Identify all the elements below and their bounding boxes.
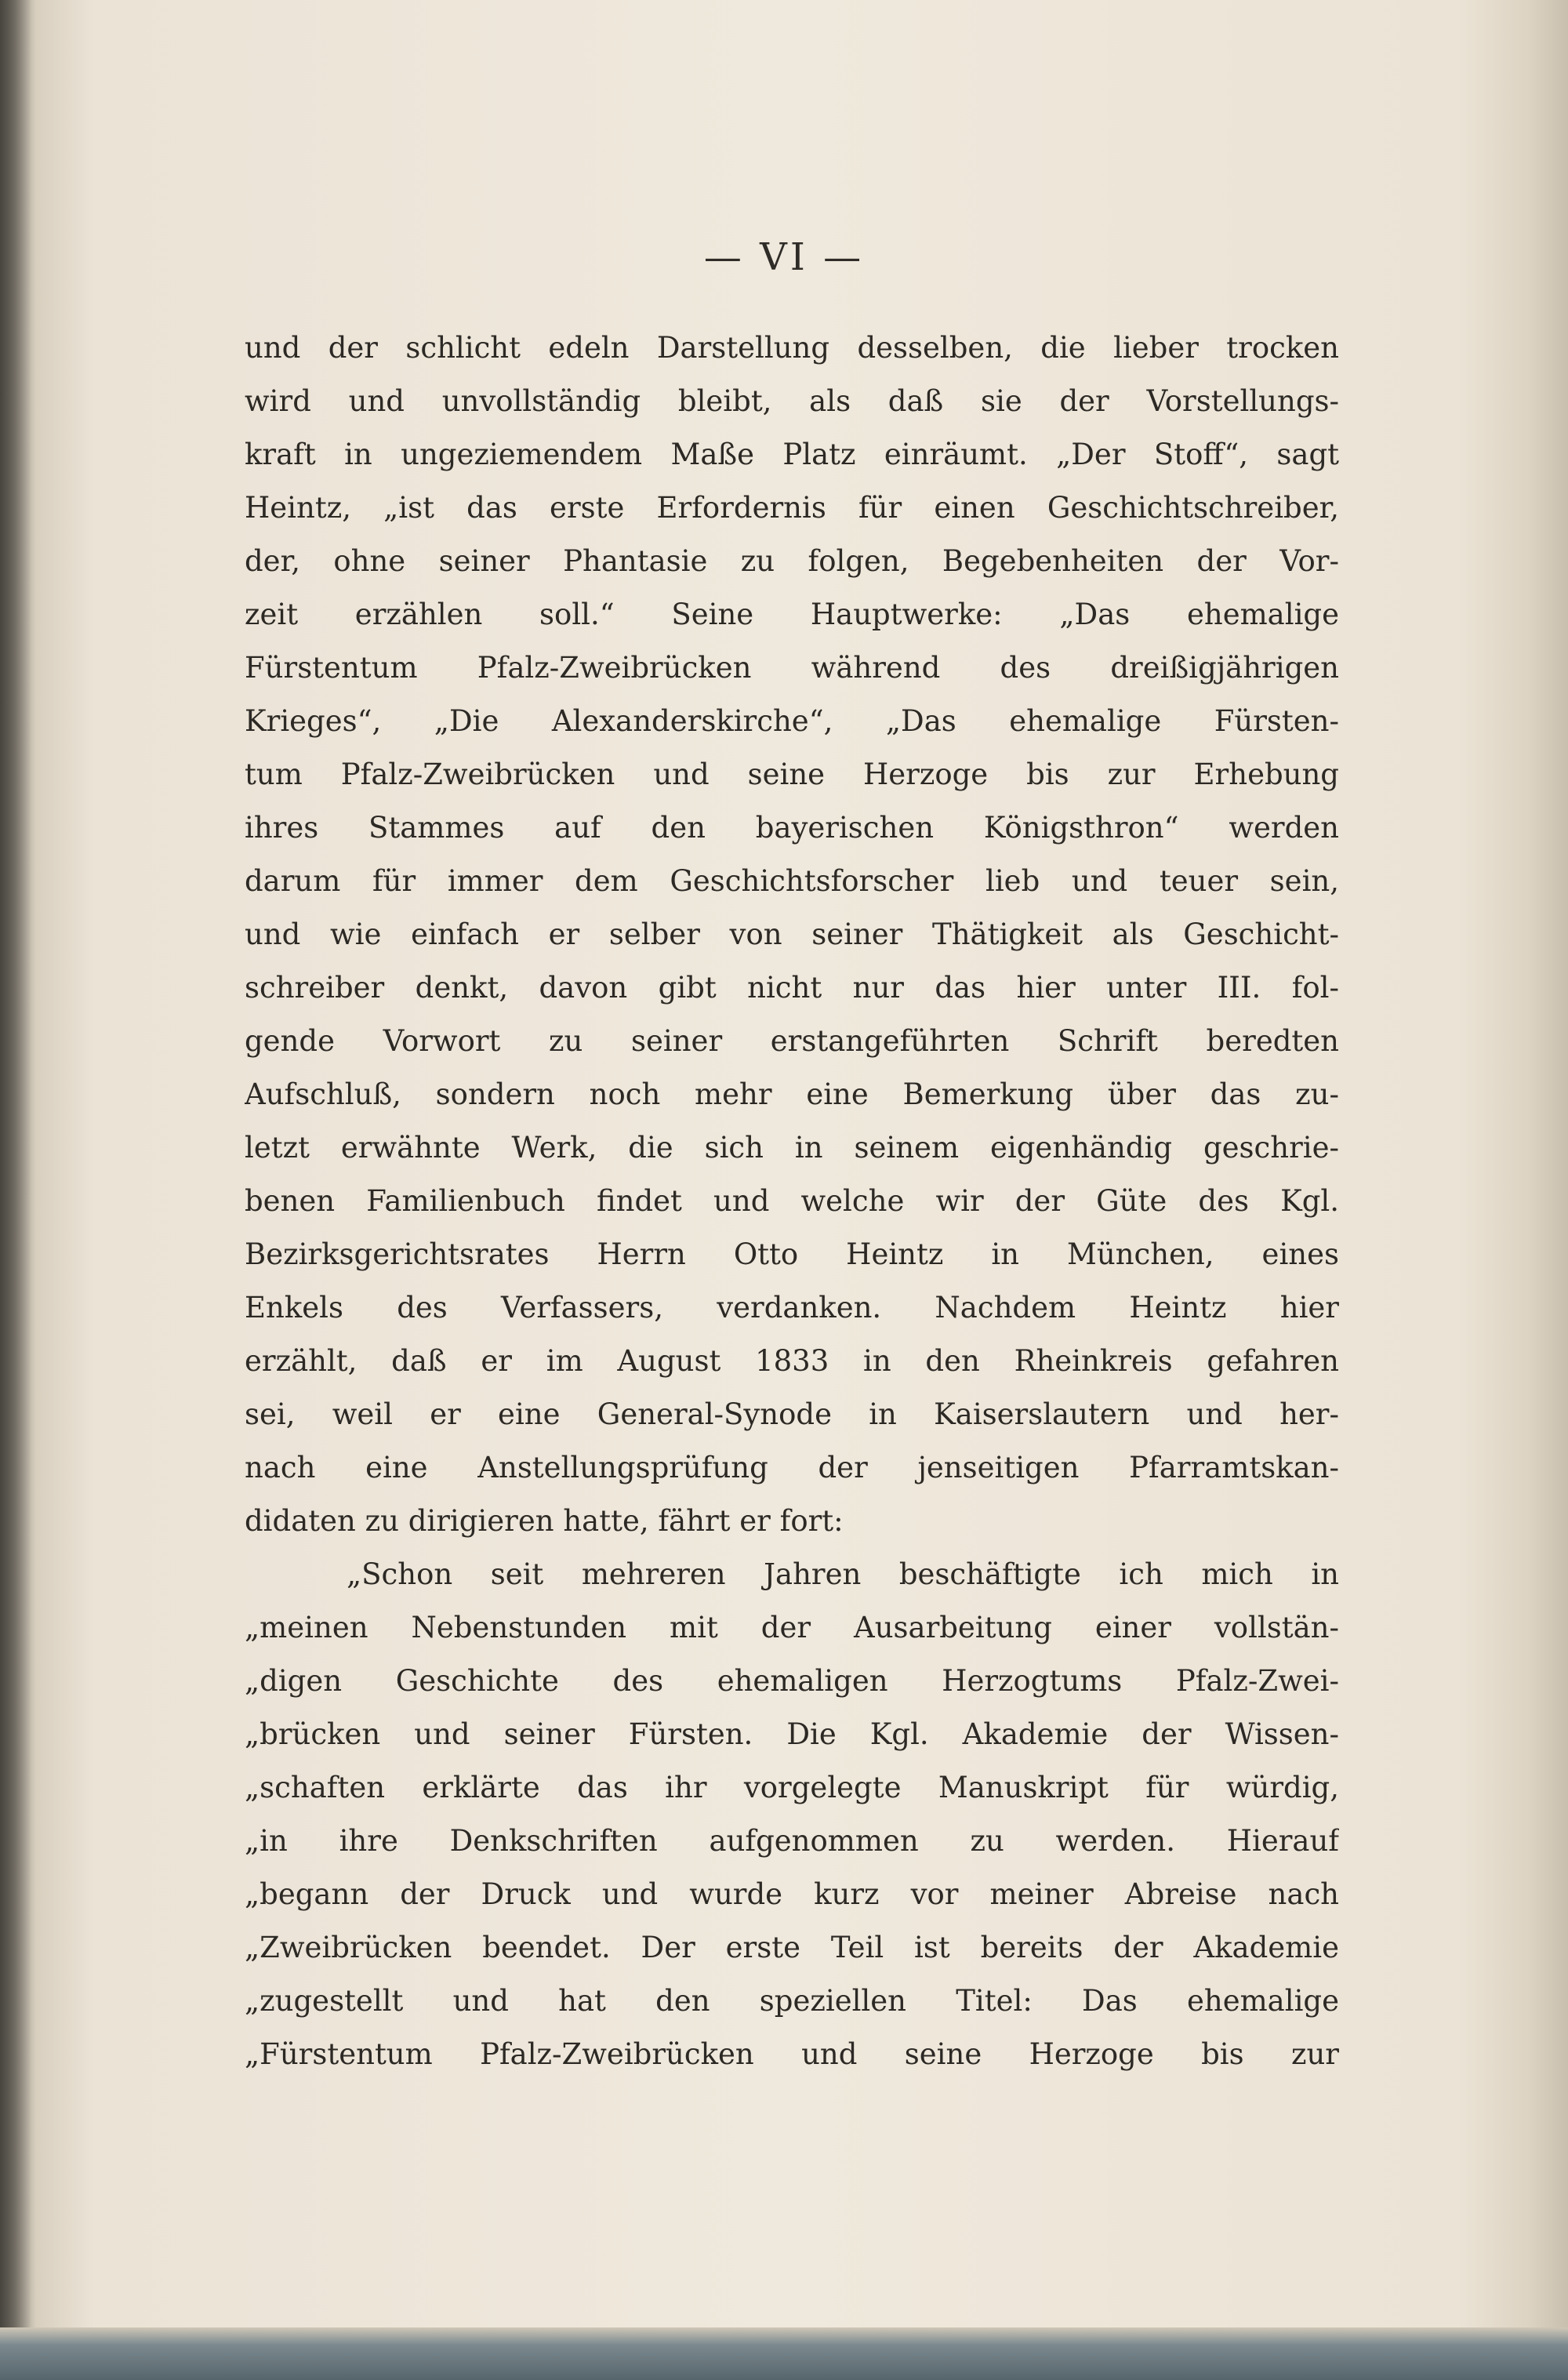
binding-gutter-shadow	[0, 0, 31, 2380]
text-line: Aufschluß, sondern noch mehr eine Bemerkung über das zu-	[245, 1077, 1339, 1111]
text-line: darum für immer dem Geschichtsforscher lieb und teuer sein,	[245, 864, 1339, 898]
text-line: Fürstentum Pfalz-Zweibrücken während des dreißigjährigen	[245, 651, 1339, 685]
quote-line: „in ihre Denkschriften aufgenommen zu werden. Hierauf	[245, 1824, 1339, 1858]
quoted-passage	[245, 1548, 1339, 2081]
text-line: didaten zu dirigieren hatte, fährt er fort:	[245, 1504, 844, 1538]
text-line: und der schlicht edeln Darstellung desselben, die lieber trocken	[245, 331, 1339, 365]
text-line: Enkels des Verfassers, verdanken. Nachdem Heintz hier	[245, 1291, 1339, 1324]
page-bottom-edge	[0, 2327, 1568, 2380]
quote-line: „zugestellt und hat den speziellen Titel: Das ehemalige	[245, 1984, 1339, 2018]
body-text	[245, 322, 1339, 2081]
text-line: der, ohne seiner Phantasie zu folgen, Begebenheiten der Vor-	[245, 544, 1339, 578]
quote-line: „brücken und seiner Fürsten. Die Kgl. Akademie der Wissen-	[245, 1717, 1339, 1751]
text-line: kraft in ungeziemendem Maße Platz einräumt. „Der Stoff“, sagt	[245, 438, 1339, 471]
quote-line: „begann der Druck und wurde kurz vor meiner Abreise nach	[245, 1877, 1339, 1911]
text-line: Bezirksgerichtsrates Herrn Otto Heintz in München, eines	[245, 1237, 1339, 1271]
text-line: Heintz, „ist das erste Erfordernis für einen Geschichtschreiber,	[245, 491, 1339, 525]
quote-line: „meinen Nebenstunden mit der Ausarbeitung einer vollstän-	[245, 1611, 1339, 1644]
quote-line: „Schon seit mehreren Jahren beschäftigte ich mich in	[347, 1557, 1339, 1591]
text-line: schreiber denkt, davon gibt nicht nur das hier unter III. fol-	[245, 971, 1339, 1005]
quote-line: „Fürstentum Pfalz-Zweibrücken und seine Herzoge bis zur	[245, 2037, 1339, 2071]
text-line: Krieges“, „Die Alexanderskirche“, „Das ehemalige Fürsten-	[245, 704, 1339, 738]
text-line: benen Familienbuch findet und welche wir der Güte des Kgl.	[245, 1184, 1339, 1218]
text-line: ihres Stammes auf den bayerischen Königsthron“ werden	[245, 811, 1339, 845]
quote-line: „Zweibrücken beendet. Der erste Teil ist bereits der Akademie	[245, 1931, 1339, 1964]
text-line: und wie einfach er selber von seiner Thätigkeit als Geschicht-	[245, 917, 1339, 951]
quote-line: „digen Geschichte des ehemaligen Herzogtums Pfalz-Zwei-	[245, 1664, 1339, 1698]
paragraph-main	[245, 322, 1339, 1548]
text-line: wird und unvollständig bleibt, als daß sie der Vorstellungs-	[245, 384, 1339, 418]
text-line: tum Pfalz-Zweibrücken und seine Herzoge bis zur Erhebung	[245, 758, 1339, 791]
text-line: gende Vorwort zu seiner erstangeführten Schrift beredten	[245, 1024, 1339, 1058]
text-line: zeit erzählen soll.“ Seine Hauptwerke: „Das ehemalige	[245, 598, 1339, 631]
page-number: — VI —	[703, 235, 865, 279]
text-line: letzt erwähnte Werk, die sich in seinem eigenhändig geschrie-	[245, 1131, 1339, 1165]
quote-line: „schaften erklärte das ihr vorgelegte Manuskript für würdig,	[245, 1771, 1339, 1804]
text-line: sei, weil er eine General-Synode in Kaiserslautern und her-	[245, 1397, 1339, 1431]
text-line: nach eine Anstellungsprüfung der jenseitigen Pfarramtskan-	[245, 1451, 1339, 1484]
text-line: erzählt, daß er im August 1833 in den Rheinkreis gefahren	[245, 1344, 1339, 1378]
